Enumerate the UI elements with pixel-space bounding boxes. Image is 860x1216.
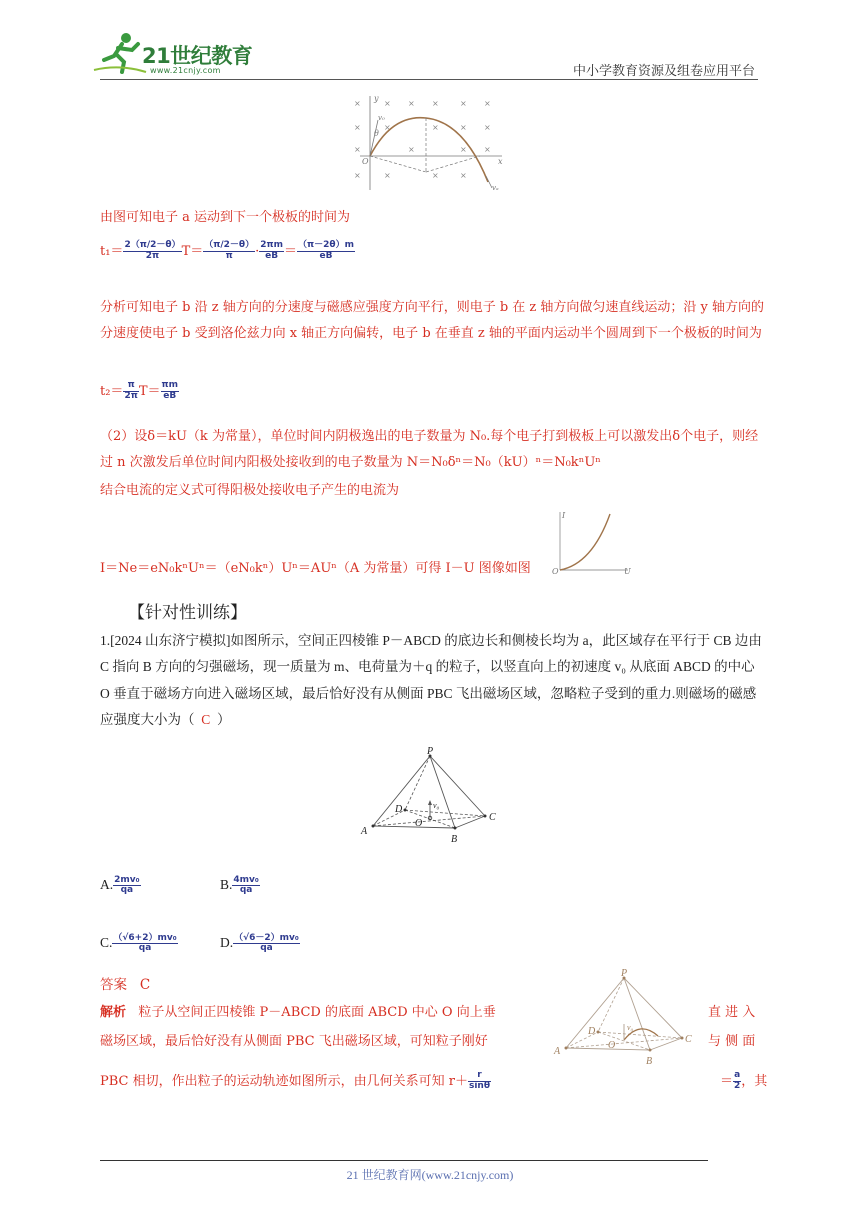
electron-trajectory-figure [352,92,508,192]
analysis-pyramid-label-b: B [646,1056,653,1067]
svg-text:×: × [408,145,415,154]
option-d-fraction: $\frac{\text{（√6－2）mv₀}}{qa}$ [234,932,299,954]
analysis-pyramid-label-d: D [588,1026,596,1037]
graph-i-label: I [562,511,566,520]
solution-paragraph-5: I＝Ne＝eN₀kⁿUⁿ＝（eN₀kⁿ）Uⁿ＝AUⁿ（A 为常量）可得 I－U 图像如图 [100,561,531,576]
footer-link[interactable]: 21 世纪教育网(www.21cnjy.com) [346,1168,514,1182]
svg-text:×: × [384,171,391,180]
fig1-va-label: vₐ [492,184,499,192]
svg-text:×: × [384,99,391,108]
svg-text:×: × [354,171,361,180]
logo-text: 21世纪教育 [142,44,253,68]
footer-divider [100,1160,708,1161]
pyramid-label-o: O [415,818,423,829]
analysis-pyramid-label-c: C [685,1034,692,1045]
training-heading: 【针对性训练】 [128,603,247,623]
pyramid-label-d: D [395,804,403,815]
analysis-line-3: PBC 相切，作出粒子的运动轨迹如图所示，由几何关系可知 r＋ $\frac{r}{\sin\theta}$ [100,1070,491,1091]
analysis-pyramid-label-o: O [608,1040,616,1051]
graph-origin-label: O [552,567,559,576]
answer-line [100,977,150,995]
fig1-y-label: y [374,94,379,103]
analysis-pyramid-label-p: P [621,968,628,979]
svg-text:×: × [384,123,391,132]
pyramid-figure [355,746,505,844]
analysis-pyramid-label-v0: v₀ [627,1023,634,1032]
svg-text:×: × [408,99,415,108]
question-1: 1.[2024 山东济宁模拟]如图所示，空间正四棱锥 P－ABCD 的底边长和侧棱长均为 a，此区域存在平行于 CB 边由 C 指向 B 方向的匀强磁场，现一质量为 m、电荷量为＋q 的粒子，以竖直向上的初速度 v₀ 从底面 ABCD 的中心 O 垂直于磁场方向进入磁场区域，最后恰好没有从侧面 PBC 飞出磁场区域，忽略粒子受到的重力.则磁场的磁感应强度大小为（ C ） [100,633,762,727]
option-b-fraction: $\frac{\text{4mv₀}}{qa}$ [233,874,259,896]
svg-text:×: × [460,99,467,108]
analysis-line-3-end: ＝ $\frac{a}{2}$ ，其 [720,1070,768,1091]
svg-text:×: × [460,171,467,180]
t2-fraction-2: $\frac{\pi m}{eB}$ [161,380,178,401]
solution-line-1: 由图可知电子 a 运动到下一个极板的时间为 [100,210,351,225]
option-a-fraction: $\frac{\text{2mv₀}}{qa}$ [114,874,140,896]
fig1-x-label: x [498,157,503,166]
fig1-theta-label: θ [374,129,379,138]
svg-text:×: × [460,145,467,154]
option-d[interactable]: D. $\frac{\text{（√6－2）mv₀}}{qa}$ [220,932,299,954]
platform-title: 中小学教育资源及组卷应用平台 [572,63,755,78]
question-1-answer-fill: C [201,711,211,727]
svg-text:×: × [354,123,361,132]
answer-value: C [139,977,151,993]
i-u-graph-figure [548,508,634,576]
solution-paragraph-2: 分析可知电子 b 沿 z 轴方向的分速度与磁感应强度方向平行，则电子 b 在 z 轴方向做匀速直线运动；沿 y 轴方向的分速度使电子 b 受到洛伦兹力向 x 轴正方向偏转，电子 b 在垂直 z 轴的平面内运动半个圆周到下一个极板的时间为 [100,300,765,341]
analysis-label: 解析 [100,1005,127,1020]
logo-url: www.21cnjy.com [150,66,221,75]
analysis-fraction-r-sin: $\frac{r}{\sin\theta}$ [468,1070,491,1091]
t1-formula: t₁＝ $\frac{2(\pi/2-\theta)}{2\pi}$ T＝ $\frac{(\pi/2-\theta)}{\pi}$ · $\frac{2\pi m}{eB}$ ＝ $\frac{(\pi-2\theta)m}{eB}$ [100,240,354,261]
runner-logo-icon [92,30,148,76]
pyramid-label-p: P [427,746,434,757]
svg-text:×: × [460,123,467,132]
option-a[interactable]: A. $\frac{\text{2mv₀}}{qa}$ [100,874,140,896]
solution-paragraph-4: 结合电流的定义式可得阳极处接收电子产生的电流为 [100,483,400,498]
analysis-pyramid-label-a: A [554,1046,561,1057]
header-divider [100,79,758,80]
pyramid-label-a: A [361,826,368,837]
solution-paragraph-3: （2）设δ＝kU（k 为常量），单位时间内阴极逸出的电子数量为 N₀.每个电子打到极板上可以激发出δ个电子，则经过 n 次激发后单位时间内阳极处接收到的电子数量为 N＝N₀δⁿ＝N₀（kU）ⁿ＝N₀kⁿUⁿ [100,429,759,470]
t2-formula: t₂＝ $\frac{\pi}{2\pi}$ T＝ $\frac{\pi m}{eB}$ [100,380,178,401]
svg-text:×: × [432,123,439,132]
graph-u-label: U [624,567,631,576]
svg-text:×: × [484,99,491,108]
svg-text:×: × [484,123,491,132]
analysis-line-2-end: 与 侧 面 [708,1034,756,1049]
pyramid-label-b: B [451,834,458,844]
t2-fraction-1: $\frac{\pi}{2\pi}$ [124,380,138,401]
option-b[interactable]: B. $\frac{\text{4mv₀}}{qa}$ [220,874,259,896]
site-logo [92,30,262,80]
analysis-line-1-end: 直 进 入 [708,1005,756,1020]
t1-fraction-2: $\frac{(\pi/2-\theta)}{\pi}$ [204,240,255,261]
t1-fraction-3: $\frac{2\pi m}{eB}$ [260,240,283,261]
svg-text:×: × [354,99,361,108]
option-c-fraction: $\frac{\text{（√6+2）mv₀}}{qa}$ [113,932,177,954]
svg-text:×: × [484,145,491,154]
analysis-line-1: 解析 粒子从空间正四棱锥 P－ABCD 的底面 ABCD 中心 O 向上垂 [100,1005,496,1020]
analysis-line-2: 磁场区域，最后恰好没有从侧面 PBC 飞出磁场区域，可知粒子刚好 [100,1034,488,1049]
pyramid-label-v0: v₀ [433,801,440,810]
t1-label: t₁＝ [100,243,124,259]
analysis-pyramid-figure [552,968,700,1068]
answer-label: 答案 [100,977,127,993]
option-c[interactable]: C. $\frac{\text{（√6+2）mv₀}}{qa}$ [100,932,177,954]
t1-fraction-1: $\frac{2(\pi/2-\theta)}{2\pi}$ [124,240,181,261]
fig1-origin-label: O [362,157,369,166]
svg-text:×: × [354,145,361,154]
analysis-fraction-a-half: $\frac{a}{2}$ [734,1070,741,1091]
t1-fraction-4: $\frac{(\pi-2\theta)m}{eB}$ [298,240,354,261]
pyramid-label-c: C [489,812,496,823]
svg-text:×: × [432,99,439,108]
fig1-v0-label: v₀ [378,114,385,122]
svg-text:×: × [432,171,439,180]
